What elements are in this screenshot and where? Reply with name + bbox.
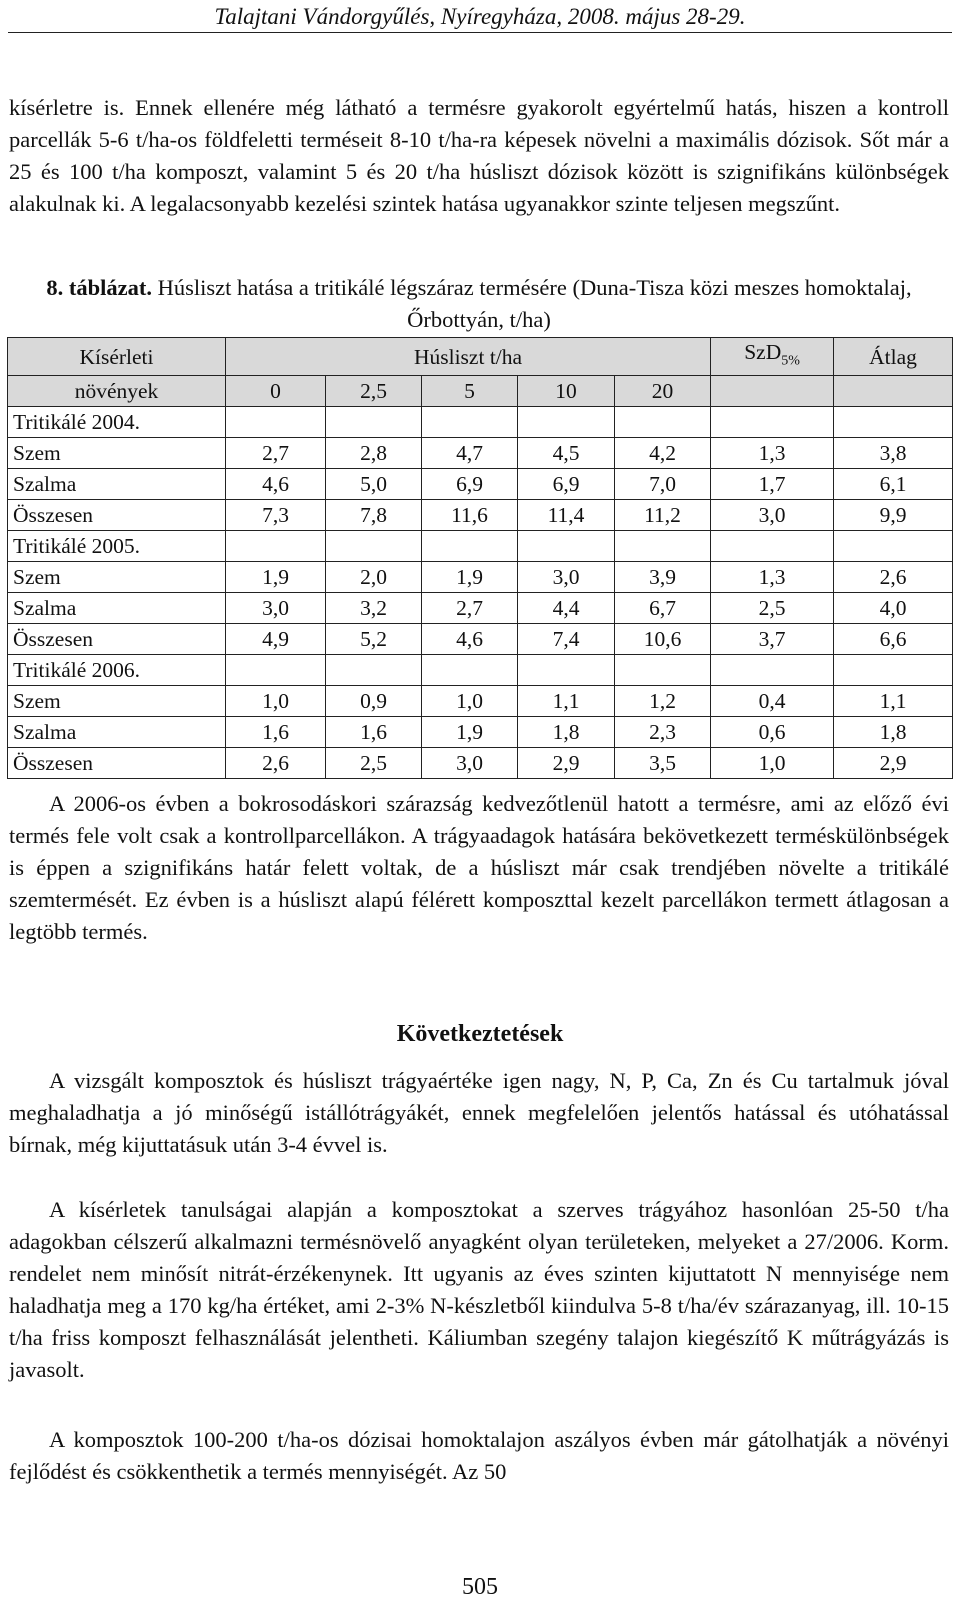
table-cell: 2,0 <box>326 562 422 593</box>
table-row <box>8 593 953 624</box>
table-cell: 1,3 <box>711 562 834 593</box>
table-caption-label: 8. táblázat. <box>46 275 153 300</box>
table-cell: 4,5 <box>518 438 615 469</box>
szd-label: SzD <box>744 340 782 364</box>
table-cell: 2,9 <box>518 748 615 779</box>
table-cell <box>226 655 326 686</box>
table-cell: 1,8 <box>518 717 615 748</box>
row-label: Tritikálé 2005. <box>8 531 226 562</box>
table-cell: 3,2 <box>326 593 422 624</box>
table-row <box>8 407 953 438</box>
table-cell <box>326 407 422 438</box>
table-cell: 1,1 <box>834 686 953 717</box>
table-row <box>8 624 953 655</box>
table-cell: 2,6 <box>834 562 953 593</box>
table-cell <box>422 655 518 686</box>
row-label: Összesen <box>8 748 226 779</box>
header-dose-cell: 20 <box>615 376 711 407</box>
table-cell <box>615 655 711 686</box>
header-cell-kiserleti: Kísérleti <box>8 338 226 376</box>
table-cell: 9,9 <box>834 500 953 531</box>
table-cell: 2,8 <box>326 438 422 469</box>
table-cell: 1,0 <box>226 686 326 717</box>
row-label: Szalma <box>8 717 226 748</box>
table-cell: 4,9 <box>226 624 326 655</box>
header-empty-cell <box>711 376 834 407</box>
table-cell: 3,8 <box>834 438 953 469</box>
intro-paragraph: kísérletre is. Ennek ellenére még látható a termésre gyakorolt egyértelmű hatás, hiszen a kontroll parcellák 5-6 t/ha-os földfeletti terméseit 8-10 t/ha-ra képesek növelni a maximális dózisok. Sőt már a 25 és 100 t/ha komposzt, valamint 5 és 20 t/ha húsliszt dózisok között is szignifikáns különbségek alakulnak ki. A legalacsonyabb kezelési szintek hatása ugyanakkor szinte teljesen megszűnt. <box>9 95 949 216</box>
row-label: Szem <box>8 686 226 717</box>
table-cell: 7,4 <box>518 624 615 655</box>
header-empty-cell <box>834 376 953 407</box>
table-cell <box>518 655 615 686</box>
table-cell: 4,7 <box>422 438 518 469</box>
table-cell <box>422 531 518 562</box>
table-cell: 6,1 <box>834 469 953 500</box>
header-dose-cell: 10 <box>518 376 615 407</box>
table-row <box>8 438 953 469</box>
table-cell <box>711 531 834 562</box>
row-label: Összesen <box>8 624 226 655</box>
table-row <box>8 686 953 717</box>
table-cell: 1,0 <box>711 748 834 779</box>
row-label: Szalma <box>8 593 226 624</box>
row-label: Tritikálé 2006. <box>8 655 226 686</box>
table-row <box>8 469 953 500</box>
table-cell: 1,9 <box>422 562 518 593</box>
table-cell: 2,5 <box>326 748 422 779</box>
paragraph-2006: A 2006-os évben a bokrosodáskori szárazság kedvezőtlenül hatott a termésre, ami az előző évi termés fele volt csak a kontrollparcellákon. A trágyaadagok hatására bekövetkezett terméskülönbségek is éppen a szignifikáns határ felett voltak, de a húsliszt már csak trendjében növelte a tritikálé szemtermését. Ez évben is a húsliszt alapú félérett komposzttal kezelt parcellákon termett átlagosan a legtöbb termés. <box>9 791 949 944</box>
table-row <box>8 655 953 686</box>
table-row <box>8 748 953 779</box>
data-table <box>7 337 953 779</box>
table-cell: 2,9 <box>834 748 953 779</box>
row-label: Összesen <box>8 500 226 531</box>
table-cell: 4,6 <box>226 469 326 500</box>
header-cell-husliszt: Húsliszt t/ha <box>226 338 711 376</box>
table-row <box>8 531 953 562</box>
table-cell <box>518 531 615 562</box>
table-cell: 0,6 <box>711 717 834 748</box>
table-cell: 7,0 <box>615 469 711 500</box>
table-cell <box>226 531 326 562</box>
table-cell: 3,0 <box>226 593 326 624</box>
table-cell: 1,1 <box>518 686 615 717</box>
table-cell: 2,3 <box>615 717 711 748</box>
header-cell-novenyek: növények <box>8 376 226 407</box>
table-cell: 3,0 <box>711 500 834 531</box>
table-cell <box>711 407 834 438</box>
page-number: 505 <box>462 1574 498 1600</box>
table-cell: 7,3 <box>226 500 326 531</box>
table-cell: 2,7 <box>226 438 326 469</box>
header-dose-cell: 0 <box>226 376 326 407</box>
table-cell <box>518 407 615 438</box>
table-header-row-2 <box>8 376 953 407</box>
table-cell: 11,2 <box>615 500 711 531</box>
table-cell: 1,9 <box>422 717 518 748</box>
table-cell: 2,5 <box>711 593 834 624</box>
table-cell: 1,6 <box>226 717 326 748</box>
table-cell: 1,3 <box>711 438 834 469</box>
table-cell: 1,9 <box>226 562 326 593</box>
table-cell <box>834 531 953 562</box>
table-cell <box>834 407 953 438</box>
table-cell <box>711 655 834 686</box>
szd-subscript: 5% <box>781 353 800 369</box>
table-cell <box>326 655 422 686</box>
table-cell: 6,9 <box>518 469 615 500</box>
table-cell: 5,0 <box>326 469 422 500</box>
table-cell: 11,6 <box>422 500 518 531</box>
table-header-row-1 <box>8 338 953 376</box>
table-cell: 3,5 <box>615 748 711 779</box>
table-cell: 3,0 <box>518 562 615 593</box>
table-cell: 1,6 <box>326 717 422 748</box>
table-cell: 6,9 <box>422 469 518 500</box>
table-cell: 10,6 <box>615 624 711 655</box>
table-row <box>8 562 953 593</box>
row-label: Szem <box>8 438 226 469</box>
table-caption <box>9 272 949 336</box>
header-cell-szd <box>711 338 834 376</box>
table-cell <box>422 407 518 438</box>
table-cell: 7,8 <box>326 500 422 531</box>
table-cell: 0,4 <box>711 686 834 717</box>
table-caption-text: Húsliszt hatása a tritikálé légszáraz termésére (Duna-Tisza közi meszes homoktalaj, Őrbottyán, t/ha) <box>152 275 912 332</box>
table-cell <box>326 531 422 562</box>
table-cell: 4,0 <box>834 593 953 624</box>
header-rule <box>8 32 952 33</box>
table-cell: 1,0 <box>422 686 518 717</box>
table-cell <box>615 531 711 562</box>
table-cell: 1,7 <box>711 469 834 500</box>
table-cell: 4,4 <box>518 593 615 624</box>
table-cell: 2,6 <box>226 748 326 779</box>
table-cell: 1,2 <box>615 686 711 717</box>
row-label: Szalma <box>8 469 226 500</box>
table-cell: 3,7 <box>711 624 834 655</box>
conclusion-paragraph-3: A komposztok 100-200 t/ha-os dózisai homoktalajon aszályos évben már gátolhatják a növényi fejlődést és csökkenthetik a termés mennyiségét. Az 50 <box>9 1427 949 1484</box>
table-cell: 4,2 <box>615 438 711 469</box>
table-cell: 3,9 <box>615 562 711 593</box>
section-title: Következtetések <box>396 1021 564 1047</box>
table-cell: 2,7 <box>422 593 518 624</box>
table-cell <box>226 407 326 438</box>
table-body <box>8 407 953 779</box>
table-cell: 6,6 <box>834 624 953 655</box>
header-dose-cell: 5 <box>422 376 518 407</box>
table-cell <box>834 655 953 686</box>
table-cell: 3,0 <box>422 748 518 779</box>
table-cell: 5,2 <box>326 624 422 655</box>
table-row <box>8 500 953 531</box>
header-cell-atlag: Átlag <box>834 338 953 376</box>
row-label: Szem <box>8 562 226 593</box>
running-header: Talajtani Vándorgyűlés, Nyíregyháza, 2008. május 28-29. <box>214 4 746 29</box>
row-label: Tritikálé 2004. <box>8 407 226 438</box>
conclusion-paragraph-1: A vizsgált komposztok és húsliszt trágyaértéke igen nagy, N, P, Ca, Zn és Cu tartalmuk jóval meghaladhatja a jó minőségű istállótrágyákét, ennek megfelelően jelentős hatással és utóhatással bírnak, még kijuttatásuk után 3-4 évvel is. <box>9 1068 949 1157</box>
table-cell: 6,7 <box>615 593 711 624</box>
table-row <box>8 717 953 748</box>
table-cell: 0,9 <box>326 686 422 717</box>
conclusion-paragraph-2: A kísérletek tanulságai alapján a komposztokat a szerves trágyához hasonlóan 25-50 t/ha adagokban célszerű alkalmazni termésnövelő anyagként olyan területeken, melyeket a 27/2006. Korm. rendelet nem minősít nitrát-érzékenynek. Itt ugyanis az éves szinten kijuttatott N mennyisége nem haladhatja meg a 170 kg/ha értéket, ami 2-3% N-készletből kiindulva 5-8 t/ha/év szárazanyag, ill. 10-15 t/ha friss komposzt felhasználását jelentheti. Káliumban szegény talajon kiegészítő K műtrágyázás is javasolt. <box>9 1197 949 1382</box>
table-cell <box>615 407 711 438</box>
table-cell: 11,4 <box>518 500 615 531</box>
header-dose-cell: 2,5 <box>326 376 422 407</box>
table-cell: 1,8 <box>834 717 953 748</box>
table-cell: 4,6 <box>422 624 518 655</box>
